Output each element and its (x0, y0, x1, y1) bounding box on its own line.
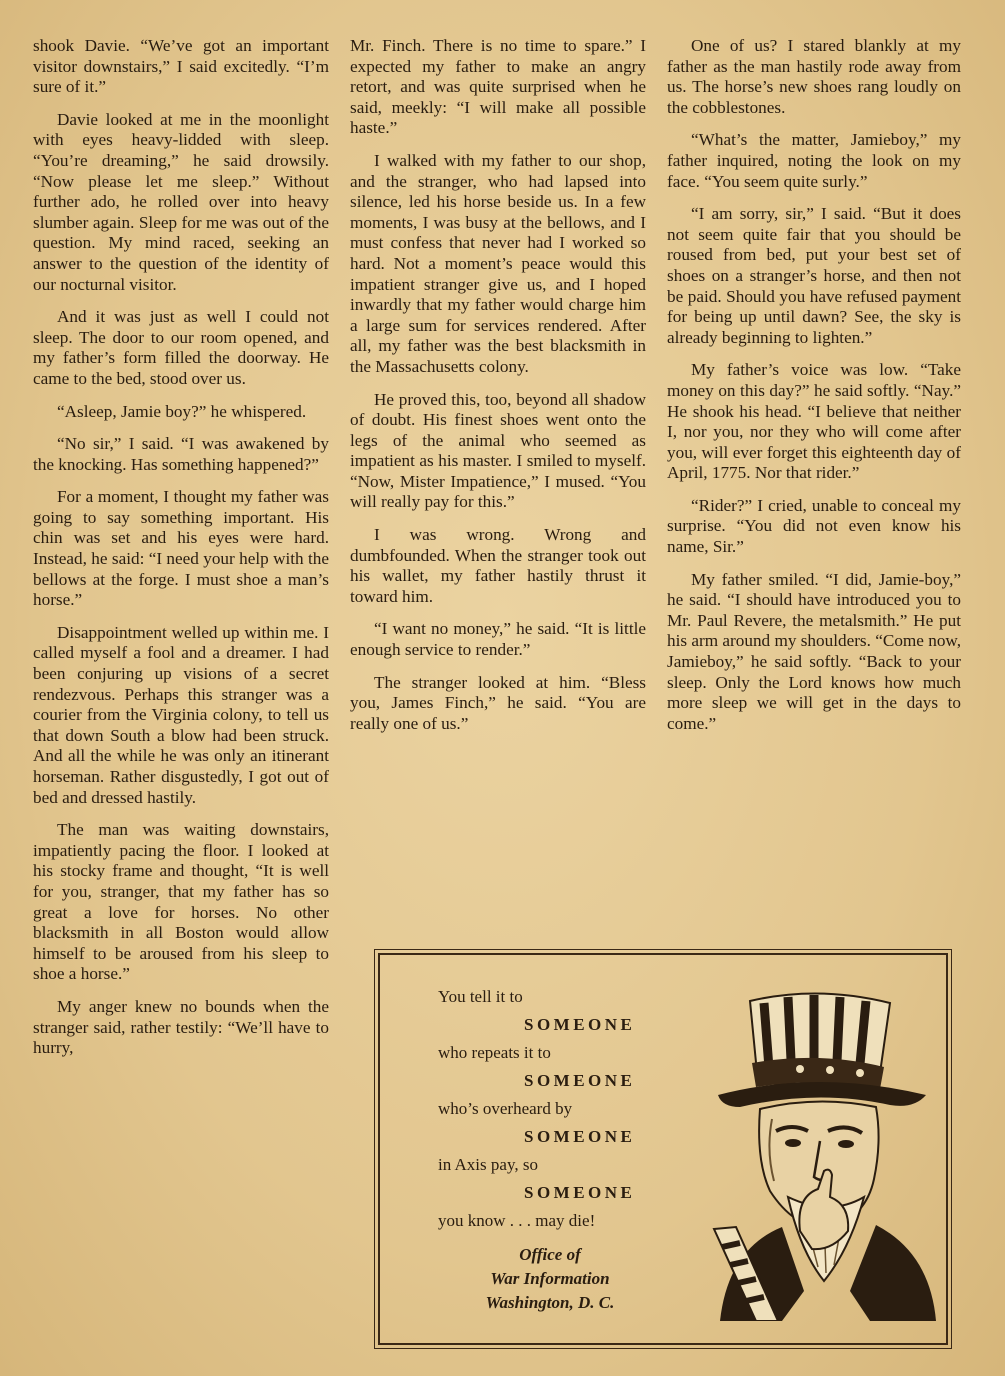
paragraph: I walked with my father to our shop, and the stranger, who had lapsed into silence, led his horse beside us. In a few moments, I was busy at the bellows, and I must confess that never had I worked so hard. Not a moment’s peace would this impatient stranger give us, and I hoped inwardly that my father would charge him a large sum for services rendered. After all, my father was the best blacksmith in the Massachusetts colony. (350, 150, 646, 376)
poster-line: who repeats it to (438, 1043, 551, 1062)
poster-someone: SOMEONE (524, 1015, 636, 1034)
paragraph: Davie looked at me in the moonlight with eyes heavy-lidded with sleep. “You’re dreaming,” he said drowsily. “Now please let me sleep.” Without further ado, he rolled over into heavy slumber again. Sleep for me was out of the question. My mind raced, seeking an answer to the question of the identity of our nocturnal visitor. (33, 109, 329, 294)
poster-someone: SOMEONE (524, 1183, 636, 1202)
psa-poster (378, 953, 948, 1345)
signature-line: Washington, D. C. (485, 1293, 615, 1312)
paragraph: The stranger looked at him. “Bless you, James Finch,” he said. “You are really one of us.” (350, 672, 646, 733)
paragraph: “No sir,” I said. “I was awakened by the knocking. Has something happened?” (33, 434, 329, 474)
paragraph: I was wrong. Wrong and dumbfounded. When the stranger took out his wallet, my father hastily thrust it toward him. (350, 525, 646, 606)
paragraph: The man was waiting downstairs, impatiently pacing the floor. I looked at his stocky frame and thought, “It is well for you, stranger, that my father has so great a love for horses. No other blacksmith in all Boston would allow himself to be aroused from his sleep to shoe a horse.” (33, 820, 329, 984)
signature-line: War Information (490, 1269, 610, 1288)
paragraph: shook Davie. “We’ve got an important visitor downstairs,” I said excitedly. “I’m sure of it.” (33, 36, 329, 97)
paragraph: Disappointment welled up within me. I called myself a fool and a dreamer. I had been conjuring up visions of a secret rendezvous. Perhaps this stranger was a courier from the Virginia colony, to tell us that down South a blow had been struck. And all the while he was only an itinerant horseman. Rather disgustedly, I got out of bed and dressed hastily. (33, 622, 329, 807)
poster-someone: SOMEONE (524, 1127, 636, 1146)
poster-line: you know . . . may die! (438, 1211, 596, 1230)
paragraph: And it was just as well I could not sleep. The door to our room opened, and my father’s form filled the doorway. He came to the bed, stood over us. (33, 307, 329, 388)
paragraph: Mr. Finch. There is no time to spare.” I expected my father to make an angry retort, and was quite surprised when he said, meekly: “I will make all possible haste.” (350, 36, 646, 138)
paragraph: “Rider?” I cried, unable to conceal my surprise. “You did not even know his name, Sir.” (667, 495, 961, 557)
signature-line: Office of (519, 1245, 581, 1264)
paragraph: “I am sorry, sir,” I said. “But it does not seem quite fair that you should be roused from bed, put your best set of shoes on a stranger’s horse, and then not be paid. Should you have refused payment for being up until dawn? See, the sky is already beginning to lighten.” (667, 204, 961, 347)
paragraph: My father smiled. “I did, Jamie-boy,” he said. “I should have introduced you to Mr. Paul Revere, the metalsmith.” He put his arm around my shoulders. “Come now, Jamieboy,” he said softly. “Back to your sleep. Only the Lord knows how much more sleep we will get in the days to come.” (667, 569, 961, 733)
paragraph: One of us? I stared blankly at my father as the man hastily rode away from us. The horse’s new shoes rang loudly on the cobblestones. (667, 36, 961, 117)
poster-signature (450, 1243, 650, 1315)
uncle-sam-illustration (700, 991, 936, 1321)
paragraph: “Asleep, Jamie boy?” he whispered. (57, 401, 307, 421)
poster-text (438, 983, 728, 1235)
paragraph: My anger knew no bounds when the stranger said, rather testily: “We’ll have to hurry, (33, 996, 329, 1058)
poster-line: You tell it to (438, 987, 523, 1006)
poster-line: in Axis pay, so (438, 1155, 538, 1174)
paragraph: He proved this, too, beyond all shadow of doubt. His finest shoes went onto the legs of the animal who seemed as impatient as his master. I smiled to myself. “Now, Mister Impatience,” I mused. “You will really pay for this.” (350, 389, 646, 512)
paragraph: “What’s the matter, Jamieboy,” my father inquired, noting the look on my face. “You seem quite surly.” (667, 130, 961, 191)
paragraph: My father’s voice was low. “Take money on this day?” he said softly. “Nay.” He shook his head. “I believe that neither I, nor you, nor they who will come after you, will ever forget this eighteenth day of April, 1775. Nor that rider.” (667, 360, 961, 483)
poster-someone: SOMEONE (524, 1071, 636, 1090)
text-column-3 (667, 36, 961, 746)
text-column-2 (350, 36, 646, 746)
paragraph: For a moment, I thought my father was going to say something important. His chin was set and his eyes were hard. Instead, he said: “I need your help with the bellows at the forge. I must shoe a man’s horse.” (33, 487, 329, 610)
paragraph: “I want no money,” he said. “It is little enough service to render.” (350, 619, 646, 660)
text-column-1 (33, 36, 329, 1071)
poster-line: who’s overheard by (438, 1099, 573, 1118)
